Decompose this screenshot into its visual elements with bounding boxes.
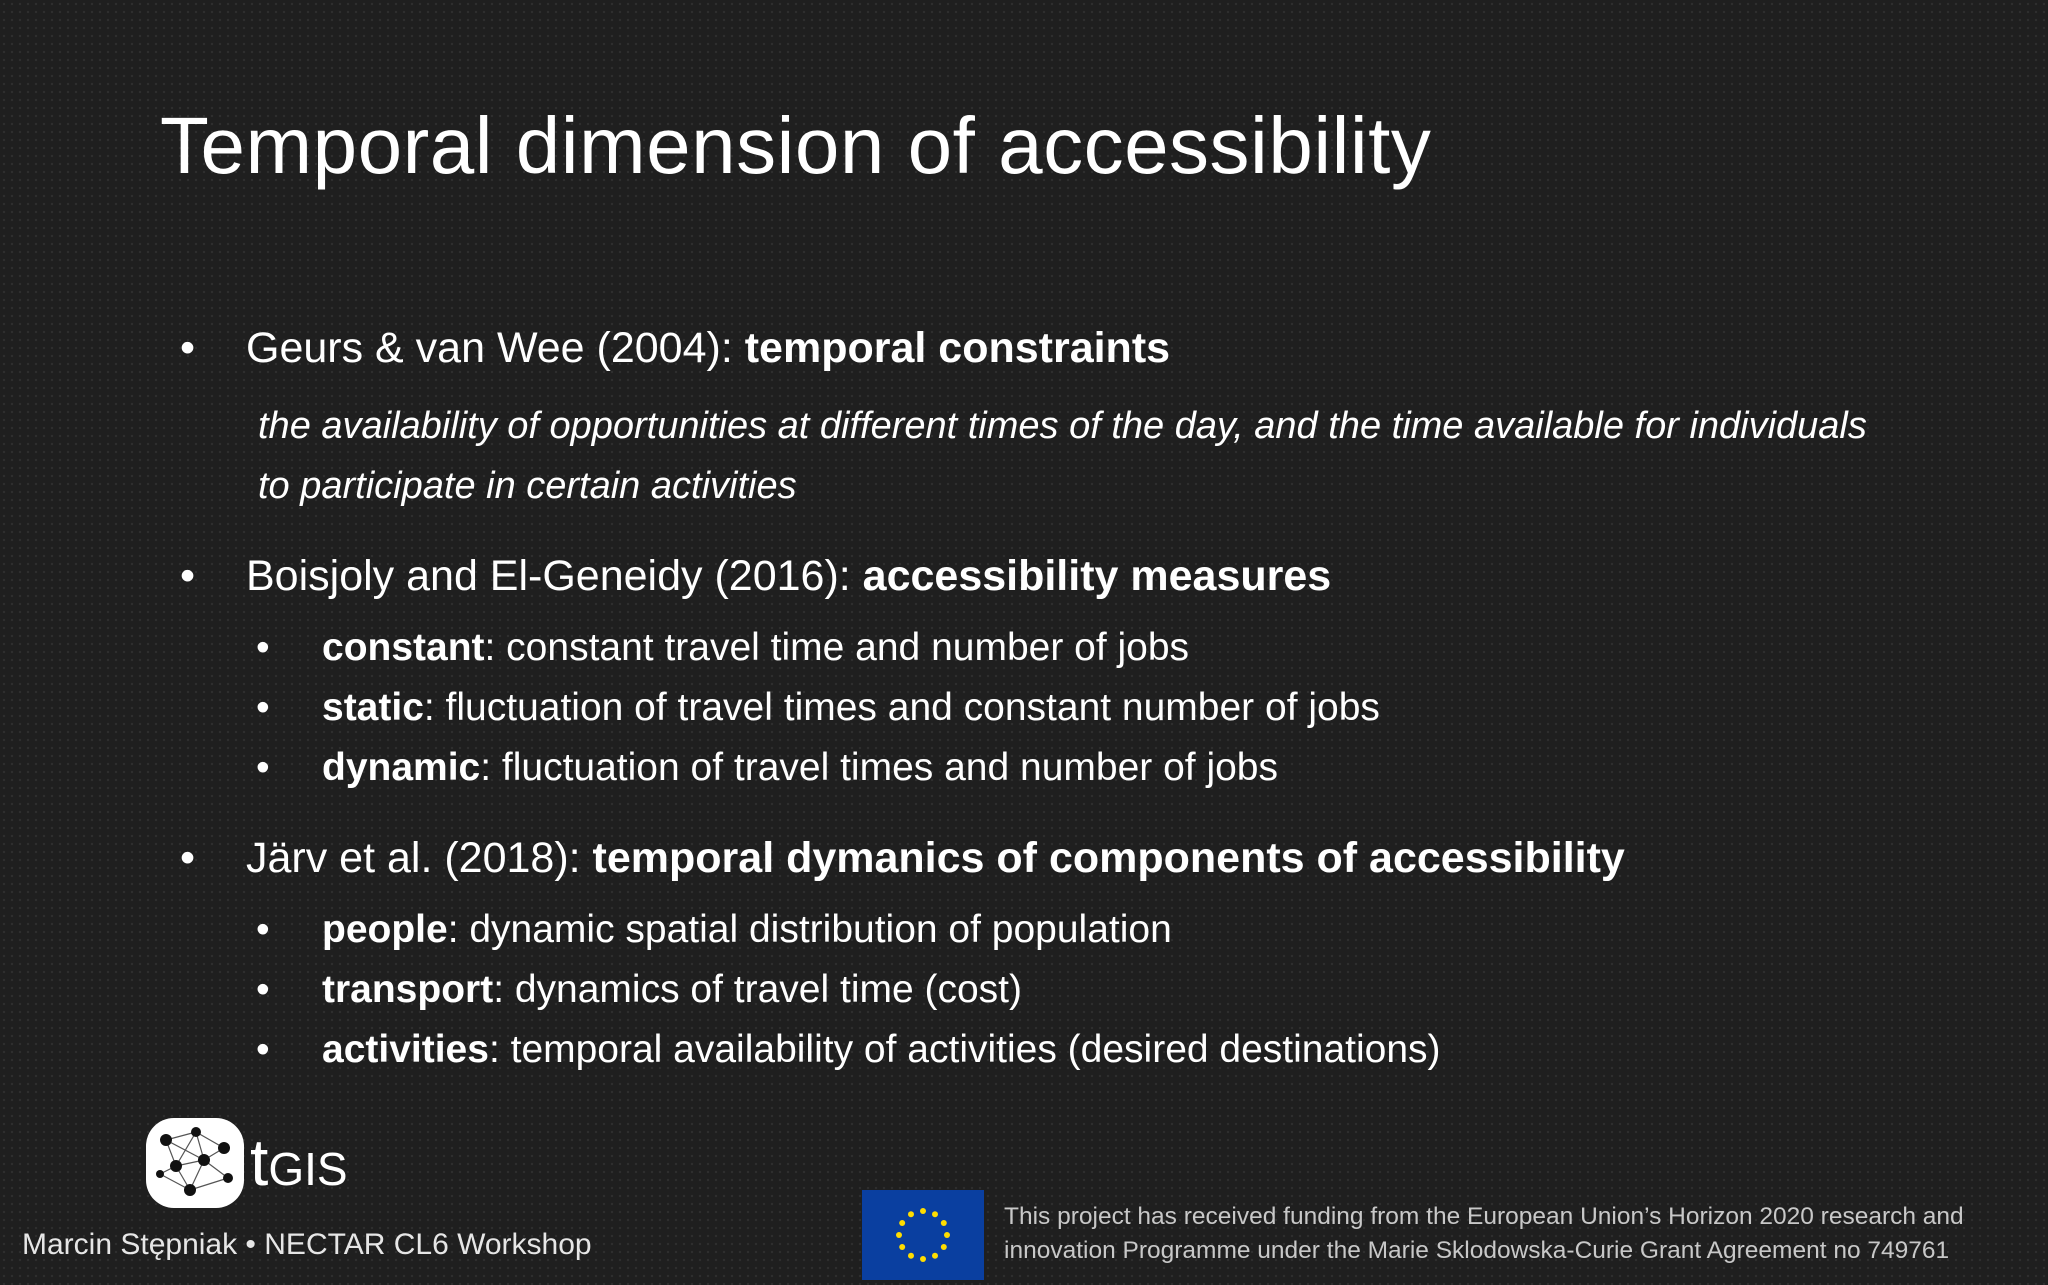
- bullet-item-geurs: [180, 318, 1980, 378]
- bullet-dot: •: [256, 746, 270, 789]
- sub-term: dynamic: [322, 746, 481, 789]
- sub-bullet-transport: [256, 960, 1980, 1020]
- bullet-dot: •: [180, 552, 196, 600]
- sub-text: : fluctuation of travel times and number of jobs: [480, 746, 1278, 789]
- citation-text: Geurs & van Wee (2004):: [246, 324, 745, 372]
- bullet-dot: •: [256, 1028, 270, 1071]
- sub-bullet-people: [256, 900, 1980, 960]
- citation-text: Boisjoly and El-Geneidy (2016):: [246, 552, 863, 600]
- bullet-dot: •: [180, 324, 196, 372]
- sub-term: static: [322, 686, 424, 729]
- footer-author: Marcin Stępniak • NECTAR CL6 Workshop: [22, 1228, 592, 1261]
- slide-content: [180, 318, 1980, 1080]
- eu-flag-icon: [862, 1190, 984, 1280]
- citation-concept: temporal dymanics of components of accessibility: [592, 834, 1625, 882]
- logo-wordmark-gis: GIS: [268, 1143, 348, 1195]
- network-graph-icon: [146, 1118, 244, 1208]
- sub-term: activities: [322, 1028, 489, 1071]
- definition-quote: the availability of opportunities at different times of the day, and the time available for individuals to participate in certain activities: [258, 405, 1867, 507]
- slide-title: Temporal dimension of accessibility: [160, 101, 1432, 190]
- bullet-dot: •: [180, 834, 196, 882]
- bullet-item-jarv: [180, 828, 1980, 888]
- citation-text: Järv et al. (2018):: [246, 834, 593, 882]
- sub-bullet-static: [256, 678, 1980, 738]
- bullet-dot: •: [256, 686, 270, 729]
- sub-text: : dynamic spatial distribution of population: [447, 908, 1172, 951]
- sub-text: : constant travel time and number of jobs: [484, 626, 1190, 669]
- citation-concept: temporal constraints: [744, 324, 1171, 372]
- sub-bullet-constant: [256, 618, 1980, 678]
- sub-bullet-activities: [256, 1020, 1980, 1080]
- sub-term: transport: [322, 968, 494, 1011]
- bullet-item-boisjoly: [180, 546, 1980, 606]
- sub-term: people: [322, 908, 448, 951]
- tgis-logo: [146, 1118, 396, 1218]
- logo-wordmark: [250, 1124, 348, 1200]
- funding-notice: This project has received funding from the European Union’s Horizon 2020 research and innovation Programme under the Marie Sklodowska-Curie Grant Agreement no 749761: [1004, 1203, 1964, 1264]
- sub-text: : dynamics of travel time (cost): [493, 968, 1022, 1011]
- bullet-dot: •: [256, 968, 270, 1011]
- sub-text: : temporal availability of activities (desired destinations): [488, 1028, 1441, 1071]
- sub-term: constant: [322, 626, 485, 669]
- bullet-dot: •: [256, 908, 270, 951]
- sub-text: : fluctuation of travel times and constant number of jobs: [423, 686, 1380, 729]
- sub-bullet-dynamic: [256, 738, 1980, 798]
- citation-concept: accessibility measures: [862, 552, 1332, 600]
- bullet-dot: •: [256, 626, 270, 669]
- logo-wordmark-t: t: [250, 1125, 269, 1199]
